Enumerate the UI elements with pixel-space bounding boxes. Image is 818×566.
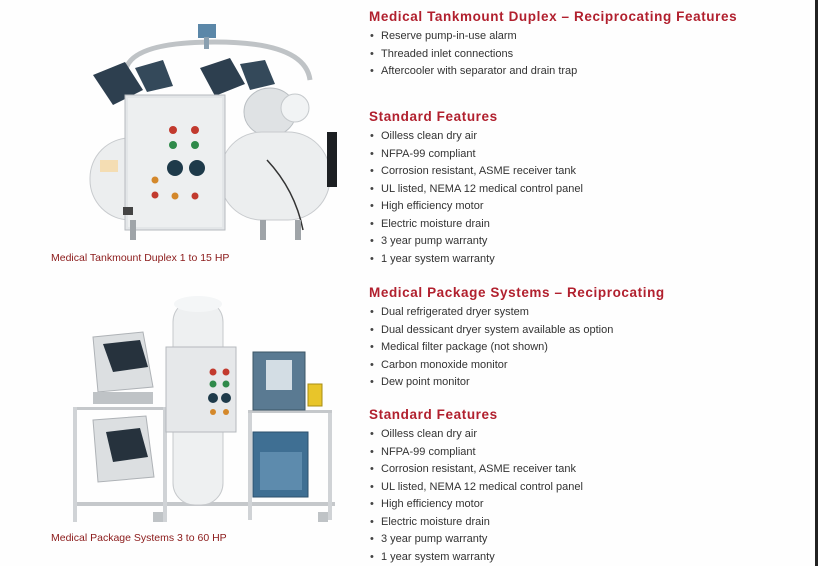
list-item: • Corrosion resistant, ASME receiver tank — [369, 461, 809, 479]
list-item: • Threaded inlet connections — [369, 46, 809, 64]
list-item: • Dual refrigerated dryer system — [369, 304, 809, 322]
list-item: • High efficiency motor — [369, 198, 809, 216]
list-item: • 3 year pump warranty — [369, 531, 809, 549]
product2-caption: Medical Package Systems 3 to 60 HP — [51, 532, 227, 544]
product2-standard-list — [369, 426, 809, 566]
list-item: • Aftercooler with separator and drain trap — [369, 63, 809, 81]
product1-standard-section — [369, 110, 809, 268]
product2-features-section — [369, 286, 809, 392]
product1-features-list — [369, 28, 809, 81]
list-item: • UL listed, NEMA 12 medical control panel — [369, 479, 809, 497]
product2-heading: Medical Package Systems – Reciprocating — [369, 285, 665, 300]
list-item: • Carbon monoxide monitor — [369, 357, 809, 375]
tankmount-duplex-image — [55, 20, 340, 245]
list-item: • NFPA-99 compliant — [369, 444, 809, 462]
product2-standard-section — [369, 408, 809, 566]
list-item: • 3 year pump warranty — [369, 233, 809, 251]
product2-features-list — [369, 304, 809, 392]
list-item: • Electric moisture drain — [369, 216, 809, 234]
list-item: • 1 year system warranty — [369, 549, 809, 566]
list-item: • Corrosion resistant, ASME receiver tank — [369, 163, 809, 181]
product2-standard-heading: Standard Features — [369, 407, 498, 422]
list-item: • High efficiency motor — [369, 496, 809, 514]
list-item: • Medical filter package (not shown) — [369, 339, 809, 357]
list-item: • Oilless clean dry air — [369, 426, 809, 444]
product1-features-section — [369, 10, 809, 81]
list-item: • Reserve pump-in-use alarm — [369, 28, 809, 46]
list-item: • Electric moisture drain — [369, 514, 809, 532]
list-item: • Oilless clean dry air — [369, 128, 809, 146]
list-item: • NFPA-99 compliant — [369, 146, 809, 164]
product1-standard-heading: Standard Features — [369, 109, 498, 124]
package-system-image — [68, 292, 338, 524]
product1-heading: Medical Tankmount Duplex – Reciprocating Features — [369, 9, 738, 24]
list-item: • Dew point monitor — [369, 374, 809, 392]
list-item: • Dual dessicant dryer system available as option — [369, 322, 809, 340]
product1-caption: Medical Tankmount Duplex 1 to 15 HP — [51, 252, 230, 264]
list-item: • 1 year system warranty — [369, 251, 809, 269]
list-item: • UL listed, NEMA 12 medical control panel — [369, 181, 809, 199]
product1-standard-list — [369, 128, 809, 268]
